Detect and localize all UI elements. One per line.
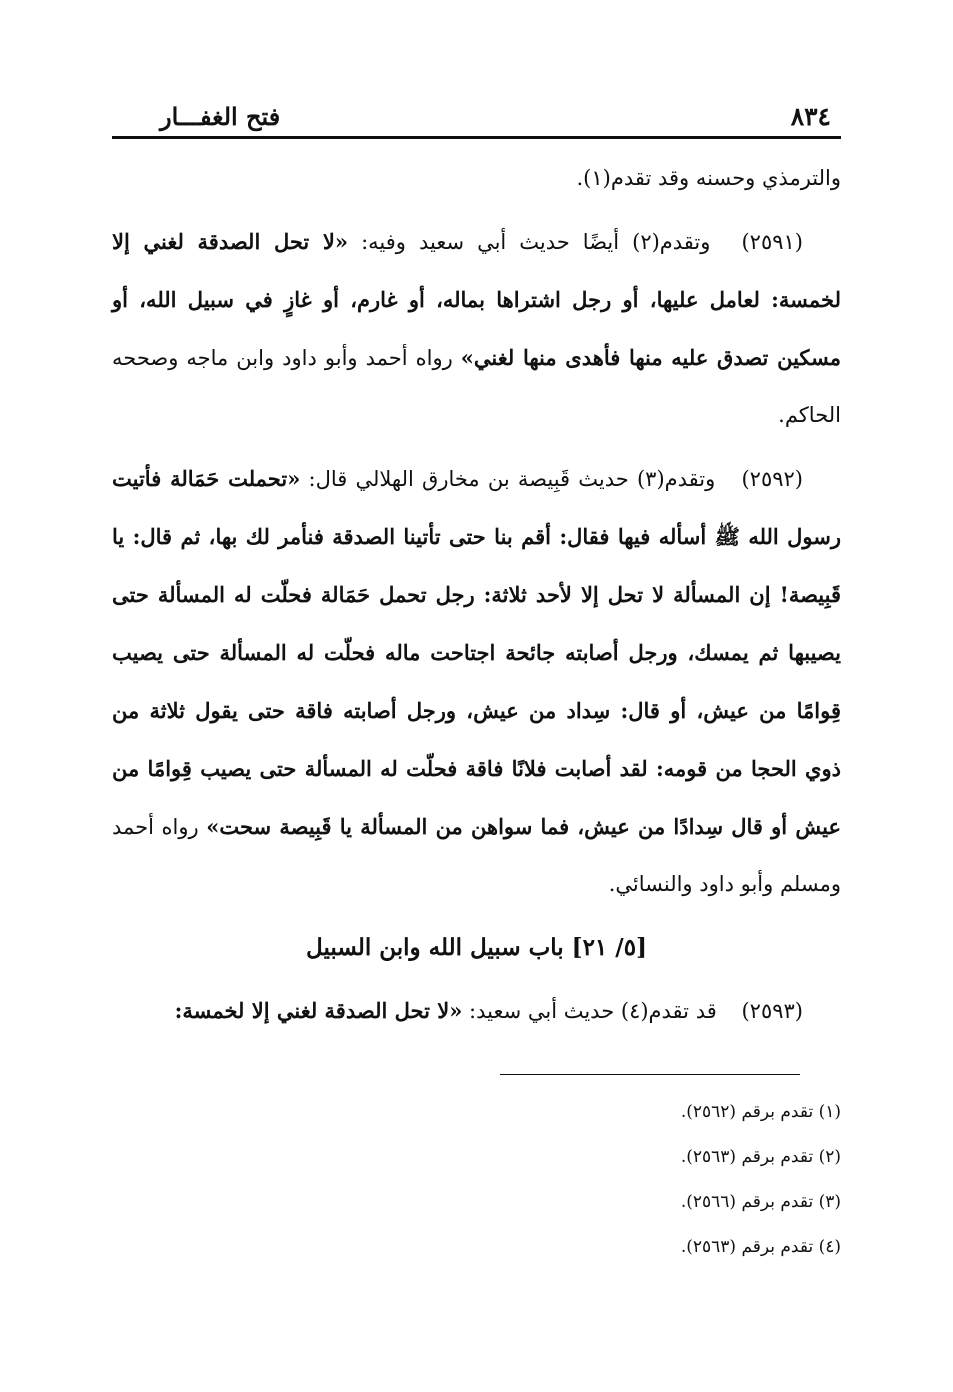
header-rule: [112, 136, 841, 139]
paragraph-2591: [112, 213, 841, 444]
paragraph-tail: رواه أحمد وأبو داود وابن ماجه وصححه الحاكم.: [112, 346, 841, 427]
hadith-text: «لا تحل الصدقة لغني إلا لخمسة:: [174, 998, 463, 1023]
paragraph-lead: وتقدم(٢) أيضًا حديث أبي سعيد وفيه:: [361, 230, 711, 254]
hadith-number: (٢٥٩١): [741, 230, 803, 254]
footnote-1: (١) تقدم برقم (٢٥٦٢).: [680, 1102, 841, 1122]
hadith-number: (٢٥٩٣): [741, 999, 803, 1023]
paragraph-tail: رواه أحمد ومسلم وأبو داود والنسائي.: [112, 815, 841, 896]
book-title: فتح الغفـــار: [160, 102, 281, 131]
footnote-rule: [500, 1074, 800, 1075]
hadith-number: (٢٥٩٢): [741, 467, 803, 491]
page-header: [112, 98, 841, 136]
paragraph-2593: [112, 982, 841, 1040]
hadith-text: «تحملت حَمَالة فأتيت رسول الله ﷺ أسأله فيها فقال: أقم بنا حتى تأتينا الصدقة فنأمر لك بها، ثم قال: يا قَبِيصة! إن المسألة لا تحل إلا لأحد ثلاثة: رجل تحمل حَمَالة فحلّت له المسألة حتى يصيبها ثم يمسك، ورجل أصابته جائحة اجتاحت ماله فحلّت له المسألة حتى يصيب قِوامًا من عيش، أو قال: سِداد من عيش، ورجل أصابته فاقة حتى يقول ثلاثة من ذوي الحجا من قومه: لقد أصابت فلانًا فاقة فحلّت له المسألة حتى يصيب قِوامًا من عيش أو قال سِدادًا من عيش، فما سواهن من المسألة يا قَبِيصة سحت»: [112, 466, 841, 839]
footnote-3: (٣) تقدم برقم (٢٥٦٦).: [680, 1192, 841, 1212]
page-body: [112, 150, 841, 1040]
footnotes: [441, 1090, 841, 1270]
paragraph-2592: [112, 450, 841, 913]
page-number: ٨٣٤: [790, 102, 831, 131]
footnote-2: (٢) تقدم برقم (٢٥٦٣).: [680, 1147, 841, 1167]
chapter-heading: [٥/ ٢١] باب سبيل الله وابن السبيل: [306, 934, 647, 961]
footnote-4: (٤) تقدم برقم (٢٥٦٣).: [680, 1237, 841, 1257]
hadith-text: «لا تحل الصدقة لغني إلا لخمسة: لعامل عليها، أو رجل اشتراها بماله، أو غارم، أو غازٍ في سبيل الله، أو مسكين تصدق عليه منها فأهدى منها لغني»: [112, 229, 841, 370]
paragraph-lead: وتقدم(٣) حديث قَبِيصة بن مخارق الهلالي قال:: [308, 467, 716, 491]
intro-line: والترمذي وحسنه وقد تقدم(١).: [576, 166, 841, 190]
paragraph-lead: قد تقدم(٤) حديث أبي سعيد:: [469, 999, 717, 1023]
